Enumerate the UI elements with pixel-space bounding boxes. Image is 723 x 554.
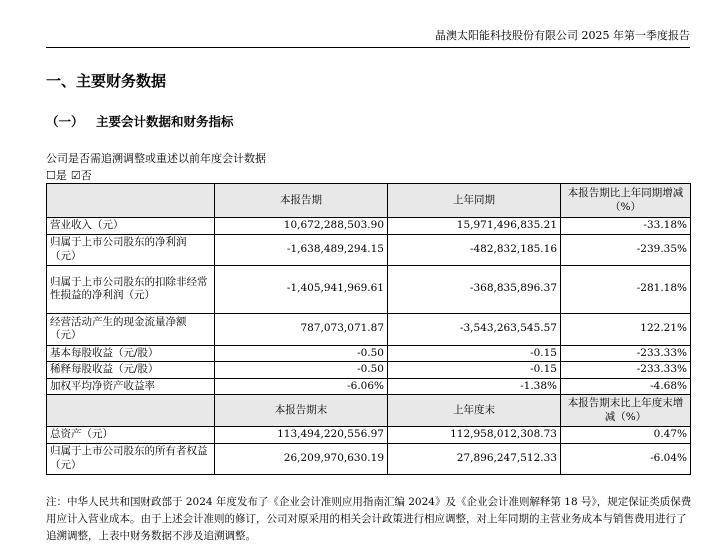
row-label: 稀释每股收益（元/股） <box>47 362 215 379</box>
row-prior-value: -0.15 <box>388 362 561 379</box>
table2-header-current: 本报告期末 <box>215 395 388 427</box>
row-change-value: -233.33% <box>561 362 691 379</box>
row-change-value: -281.18% <box>561 265 691 313</box>
section-title: 一、主要财务数据 <box>46 72 167 90</box>
footnote: 注：中华人民共和国财政部于 2024 年度发布了《企业会计准则应用指南汇编 2024》及《企业会计准则解释第 18 号》，规定保证类质保费用应计入营业成本。由于上述会计准则的修订，公司对原采用的相关会计政策进行相应调整，对上年同期的主营业务成本与销售费用进行了追溯调整，上表中财务数据不涉及追溯调整。 <box>46 496 692 542</box>
restatement-option-no: ☑否 <box>70 169 92 182</box>
table1-header-row <box>47 184 691 218</box>
table-row <box>47 234 691 265</box>
table2-header-blank <box>47 395 215 427</box>
table1-header-current: 本报告期 <box>215 184 388 218</box>
table1-header-prior: 上年同期 <box>388 184 561 218</box>
row-current-value: -0.50 <box>215 345 388 362</box>
row-change-value: 122.21% <box>561 313 691 345</box>
row-prior-value: -3,543,263,545.57 <box>388 313 561 345</box>
table1-header-blank <box>47 184 215 218</box>
report-header-title: 晶澳太阳能科技股份有限公司 2025 年第一季度报告 <box>435 29 690 42</box>
row-change-value: -6.04% <box>561 443 691 474</box>
row-current-value: -1,405,941,969.61 <box>215 265 388 313</box>
table-row <box>47 378 691 395</box>
row-current-value: 113,494,220,556.97 <box>215 427 388 444</box>
row-label: 归属于上市公司股东的净利润（元） <box>47 234 215 265</box>
table2-header-row <box>47 395 691 427</box>
row-label: 归属于上市公司股东的所有者权益（元） <box>47 443 215 474</box>
table-row <box>47 362 691 379</box>
table-row <box>47 345 691 362</box>
row-label: 归属于上市公司股东的扣除非经常性损益的净利润（元） <box>47 265 215 313</box>
table1-header-change: 本报告期比上年同期增减（%） <box>561 184 691 218</box>
row-current-value: -6.06% <box>215 378 388 395</box>
table-row <box>47 443 691 474</box>
row-prior-value: -482,832,185.16 <box>388 234 561 265</box>
row-prior-value: 15,971,496,835.21 <box>388 218 561 235</box>
row-prior-value: 27,896,247,512.33 <box>388 443 561 474</box>
row-change-value: -233.33% <box>561 345 691 362</box>
row-current-value: -0.50 <box>215 362 388 379</box>
restatement-options <box>46 167 96 183</box>
row-prior-value: 112,958,012,308.73 <box>388 427 561 444</box>
row-label: 基本每股收益（元/股） <box>47 345 215 362</box>
row-current-value: 26,209,970,630.19 <box>215 443 388 474</box>
report-header <box>46 29 690 48</box>
row-current-value: -1,638,489,294.15 <box>215 234 388 265</box>
table2-header-prior: 上年度末 <box>388 395 561 427</box>
row-change-value: -33.18% <box>561 218 691 235</box>
restatement-option-yes: ☐是 <box>46 169 67 182</box>
row-current-value: 787,073,071.87 <box>215 313 388 345</box>
row-prior-value: -1.38% <box>388 378 561 395</box>
table-row <box>47 218 691 235</box>
table-row <box>47 427 691 444</box>
row-prior-value: -368,835,896.37 <box>388 265 561 313</box>
financial-data-table <box>46 183 691 475</box>
row-current-value: 10,672,288,503.90 <box>215 218 388 235</box>
row-label: 总资产（元） <box>47 427 215 444</box>
restatement-question: 公司是否需追溯调整或重述以前年度会计数据 <box>46 152 266 165</box>
table-row <box>47 265 691 313</box>
subsection-title <box>46 112 234 130</box>
row-change-value: -239.35% <box>561 234 691 265</box>
row-change-value: 0.47% <box>561 427 691 444</box>
subsection-number: （一） <box>46 114 84 129</box>
subsection-title-text: 主要会计数据和财务指标 <box>96 114 234 129</box>
row-label: 经营活动产生的现金流量净额（元） <box>47 313 215 345</box>
table2-header-change: 本报告期末比上年度末增减（%） <box>561 395 691 427</box>
table-row <box>47 313 691 345</box>
row-label: 加权平均净资产收益率 <box>47 378 215 395</box>
row-change-value: -4.68% <box>561 378 691 395</box>
row-prior-value: -0.15 <box>388 345 561 362</box>
row-label: 营业收入（元） <box>47 218 215 235</box>
